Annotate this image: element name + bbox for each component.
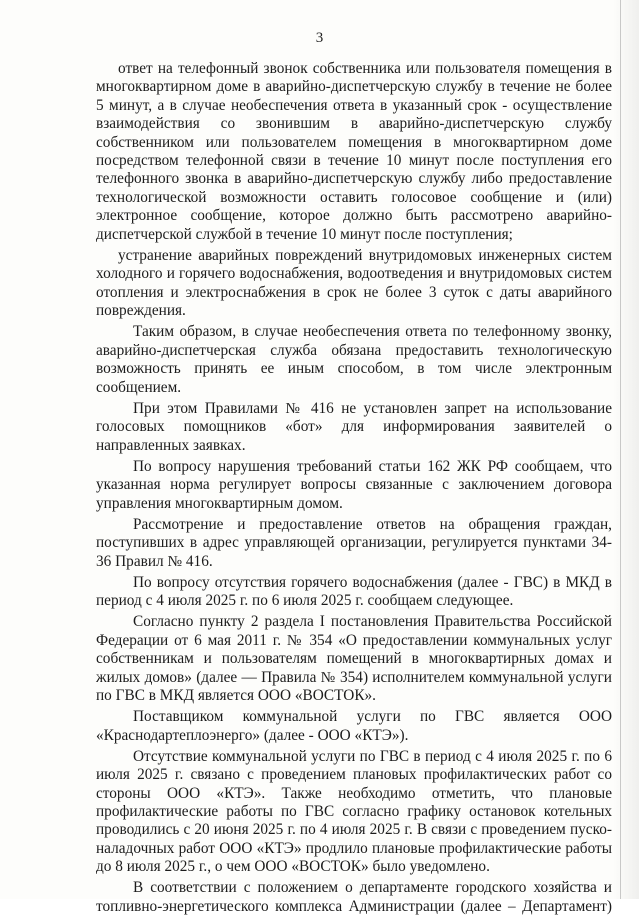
paragraph-dispatch-call-response: ответ на телефонный звонок собственника или пользователя помещения в многоквартирном доме в аварийно-диспетчерскую службу в течение не более 5 минут, а в случае необеспечения ответа в указанный срок - осуществление взаимодействия со звонившим в аварийно-диспетчерскую службу собственником или пользователем помещения в многоквартирном доме посредством телефонной связи в течение 10 минут после поступления его телефонного звонка в аварийно-диспетчерскую службу либо предоставление технологической возможности оставить голосовое сообщение и (или) электронное сообщение, которое должно быть рассмотрено аварийно-диспетчерской службой в течение 10 минут после поступления; <box>96 60 612 243</box>
paragraph-maintenance-works: Отсутствие коммунальной услуги по ГВС в период с 4 июля 2025 г. по 6 июля 2025 г. связано с проведением плановых профилактических работ со стороны ООО «КТЭ». Также необходимо отметить, что плановые профилактические работы по ГВС согласно графику остановок котельных проводились с 20 июня 2025 г. по 4 июля 2025 г. В связи с проведением пуско-наладочных работ ООО «КТЭ» продлило плановые профилактические работы до 8 июля 2025 г., о чем ООО «ВОСТОК» было уведомлено. <box>96 747 612 876</box>
page-number: 3 <box>315 30 324 46</box>
paragraph-supplier: Поставщиком коммунальной услуги по ГВС является ООО «Краснодартеплоэнерго» (далее - ООО «КТЭ»). <box>96 708 612 744</box>
paragraph-article-162: По вопросу нарушения требований статьи 162 ЖК РФ сообщаем, что указанная норма регулирует вопросы связанные с заключением договора управления многоквартирным домом. <box>96 457 612 512</box>
paragraph-bot-assistants: При этом Правилами № 416 не установлен запрет на использование голосовых помощников «бот» для информирования заявителей о направленных заявках. <box>96 399 612 454</box>
scan-edge-line <box>620 0 621 899</box>
paragraph-hot-water-absence: По вопросу отсутствия горячего водоснабжения (далее - ГВС) в МКД в период с 4 июля 2025 г. по 6 июля 2025 г. сообщаем следующее. <box>96 573 612 610</box>
letter-body <box>96 60 612 916</box>
paragraph-conclusion-dispatch: Таким образом, в случае необеспечения ответа по телефонному звонку, аварийно-диспетчерская служба обязана предоставить технологическую возможность принять ее иным способом, в том числе электронным сообщением. <box>96 323 612 396</box>
scan-shadow <box>613 0 639 899</box>
paragraph-appeals-review: Рассмотрение и предоставление ответов на обращения граждан, поступивших в адрес управляющей организации, регулируется пунктами 34-36 Правил № 416. <box>96 515 612 570</box>
paragraph-emergency-repair: устранение аварийных повреждений внутридомовых инженерных систем холодного и горячего водоснабжения, водоотведения и внутридомовых систем отопления и электроснабжения в срок не более 3 суток с даты аварийного повреждения. <box>96 246 612 320</box>
paragraph-resolution-354: Согласно пункту 2 раздела I постановления Правительства Российской Федерации от 6 мая 2011 г. № 354 «О предоставлении коммунальных услуг собственникам и пользователям помещений в многоквартирных домах и жилых домов» (далее — Правила № 354) исполнителем коммунальной услуги по ГВС в МКД является ООО «ВОСТОК». <box>96 613 612 704</box>
paragraph-department-regulation: В соответствии с положением о департаменте городского хозяйства и топливно-энергетического комплекса Администрации (далее – Департамент) <box>96 879 612 915</box>
